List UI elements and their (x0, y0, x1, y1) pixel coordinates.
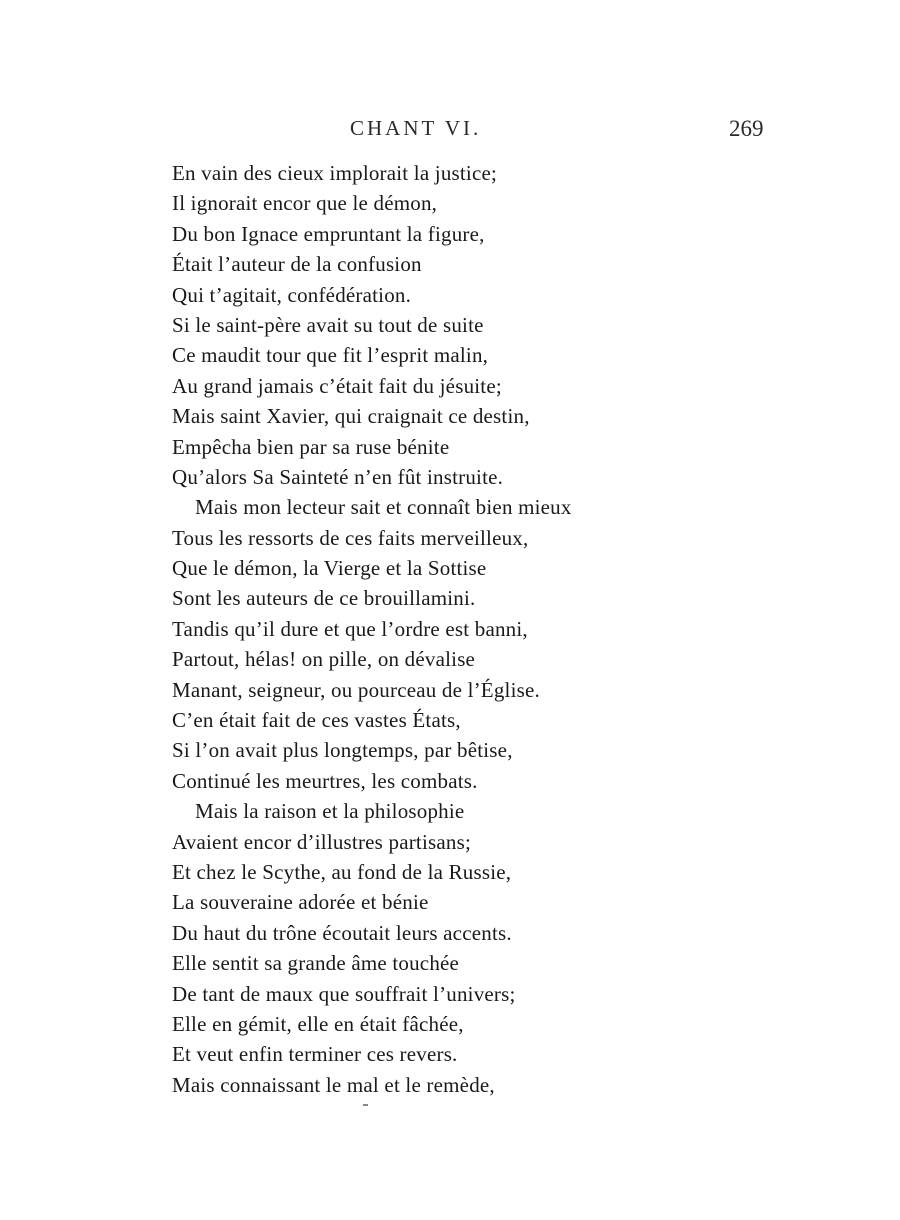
verse-line: Mais saint Xavier, qui craignait ce destin, (172, 404, 530, 429)
verse-line: Qui t’agitait, confédération. (172, 282, 412, 307)
verse-line: Et veut enfin terminer ces revers. (172, 1042, 458, 1067)
print-mark (363, 1104, 368, 1106)
verse-line: Ce maudit tour que fit l’esprit malin, (172, 343, 489, 368)
running-head (0, 116, 900, 146)
chapter-title: CHANT VI. (350, 116, 482, 140)
verse-line: Si l’on avait plus longtemps, par bêtise, (172, 738, 513, 763)
verse-line: Tandis qu’il dure et que l’ordre est banni, (172, 616, 528, 641)
verse-line: Sont les auteurs de ce brouillamini. (172, 586, 476, 611)
verse-line: Que le démon, la Vierge et la Sottise (172, 556, 487, 581)
verse-line: Partout, hélas! on pille, on dévalise (172, 647, 476, 672)
verse-line: De tant de maux que souffrait l’univers; (172, 981, 516, 1006)
verse-line: Du bon Ignace empruntant la figure, (172, 221, 485, 246)
verse-line: Elle sentit sa grande âme touchée (172, 951, 460, 976)
verse-line: Avaient encor d’illustres partisans; (172, 829, 471, 854)
verse-line: Du haut du trône écoutait leurs accents. (172, 920, 512, 945)
verse-line-indented: Mais mon lecteur sait et connaît bien mieux (195, 495, 572, 520)
verse-line: Qu’alors Sa Sainteté n’en fût instruite. (172, 464, 504, 489)
verse-line: Au grand jamais c’était fait du jésuite; (172, 373, 502, 398)
verse-line-indented: Mais la raison et la philosophie (195, 799, 465, 824)
verse-line: La souveraine adorée et bénie (172, 890, 429, 915)
verse-line: Il ignorait encor que le démon, (172, 191, 438, 216)
verse-line: Empêcha bien par sa ruse bénite (172, 434, 450, 459)
verse-line: Tous les ressorts de ces faits merveilleux, (172, 525, 529, 550)
verse-line: Était l’auteur de la confusion (172, 252, 422, 277)
verse-line: C’en était fait de ces vastes États, (172, 708, 461, 733)
verse-line: Si le saint-père avait su tout de suite (172, 312, 484, 337)
poem-body (172, 158, 872, 1100)
verse-line: Elle en gémit, elle en était fâchée, (172, 1011, 464, 1036)
verse-line: Mais connaissant le mal et le remède, (172, 1072, 495, 1097)
verse-line: En vain des cieux implorait la justice; (172, 161, 498, 185)
verse-line: Et chez le Scythe, au fond de la Russie, (172, 859, 512, 884)
verse-line: Manant, seigneur, ou pourceau de l’Église. (172, 677, 540, 702)
page-number: 269 (729, 116, 764, 141)
verse-line: Continué les meurtres, les combats. (172, 768, 478, 793)
